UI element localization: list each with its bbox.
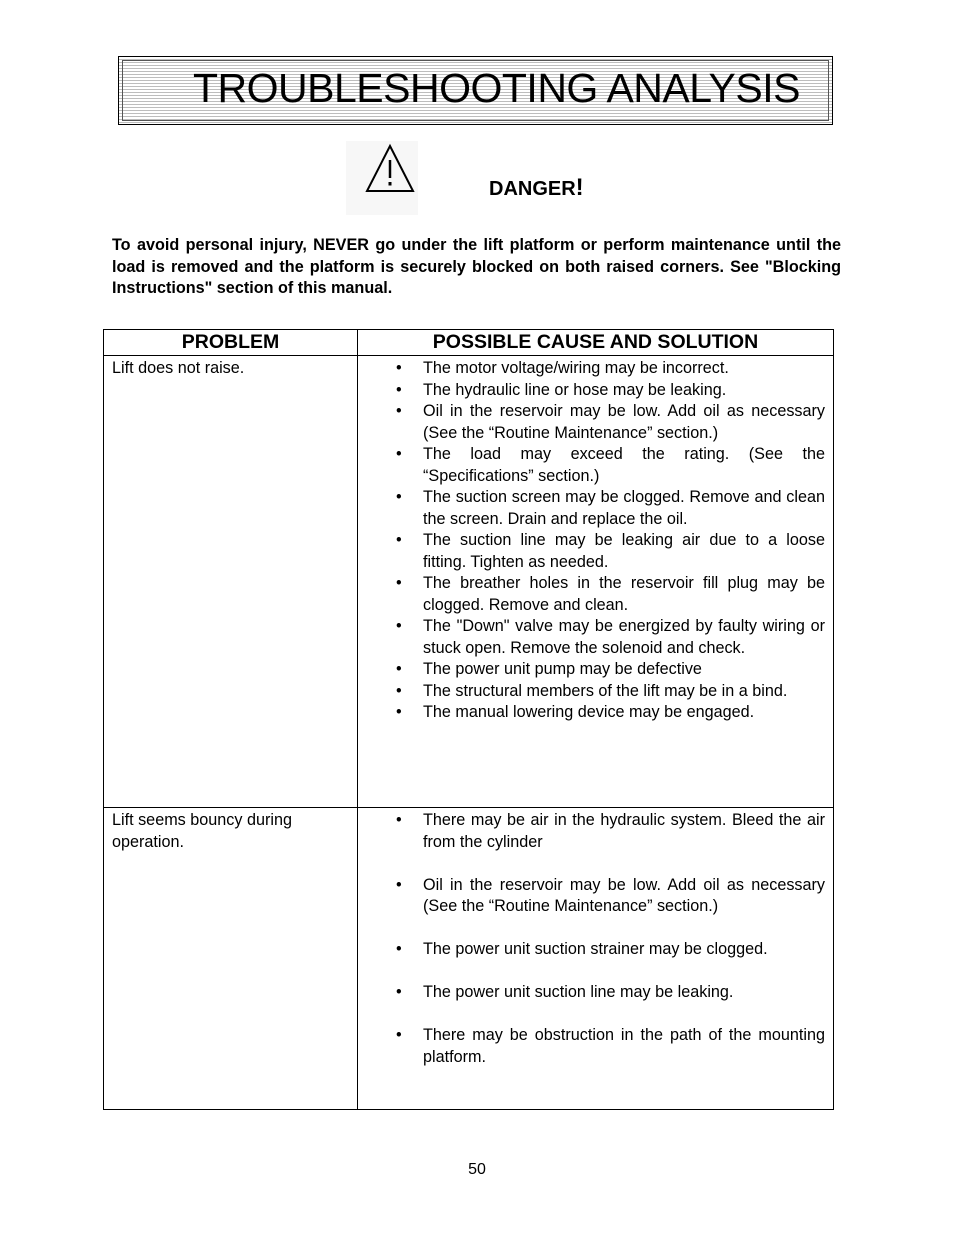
list-item-text: The suction line may be leaking air due to a loose fitting. Tighten as needed. <box>423 531 825 571</box>
list-item <box>358 810 825 853</box>
bullet-icon: • <box>396 875 402 894</box>
list-item-text: There may be air in the hydraulic system. Bleed the air from the cylinder <box>423 811 825 851</box>
bullet-icon: • <box>396 703 402 721</box>
list-item-text: The power unit suction line may be leaking. <box>423 983 734 1001</box>
list-item <box>358 616 825 659</box>
bullet-icon: • <box>396 617 402 635</box>
list-item <box>358 702 825 724</box>
list-item <box>358 982 825 1004</box>
bullet-icon: • <box>396 983 402 1001</box>
danger-warning-text: To avoid personal injury, NEVER go under the lift platform or perform maintenance until the load is removed and the platform is securely blocked on both raised corners. See "Blocking Instructions" section of this manual. <box>112 236 841 298</box>
table-header-row <box>104 330 834 356</box>
table-row <box>104 808 834 1110</box>
list-item <box>358 358 825 380</box>
danger-exclamation: ! <box>575 174 584 201</box>
warning-triangle-icon <box>346 141 418 215</box>
list-item-text: The power unit suction strainer may be clogged. <box>423 940 768 958</box>
list-item-text: The suction screen may be clogged. Remove and clean the screen. Drain and replace the oil. <box>423 488 825 528</box>
problem-cell: Lift does not raise. <box>104 356 358 808</box>
table-row <box>104 356 834 808</box>
list-item-text: The power unit pump may be defective <box>423 660 702 678</box>
list-item <box>358 939 825 961</box>
list-item-text: The load may exceed the rating. (See the “Specifications” section.) <box>423 445 825 485</box>
bullet-icon: • <box>396 574 402 592</box>
page-number: 50 <box>468 1161 486 1178</box>
danger-label: DANGER <box>489 178 576 200</box>
list-item <box>358 487 825 530</box>
bullet-icon: • <box>396 488 402 506</box>
list-item <box>358 659 825 681</box>
solution-list <box>358 810 825 1068</box>
solution-list <box>358 358 825 724</box>
bullet-icon: • <box>396 402 402 420</box>
solution-cell <box>358 356 834 808</box>
bullet-icon: • <box>396 531 402 549</box>
title-banner <box>118 56 833 125</box>
bullet-icon: • <box>396 1026 402 1044</box>
list-item <box>358 573 825 616</box>
list-item-text: The motor voltage/wiring may be incorrect. <box>423 359 729 377</box>
bullet-icon: • <box>396 811 402 829</box>
bullet-icon: • <box>396 940 402 958</box>
bullet-icon: • <box>396 660 402 678</box>
list-item <box>358 681 825 703</box>
troubleshooting-table <box>103 329 834 1110</box>
list-item-text: Oil in the reservoir may be low. Add oil as necessary (See the “Routine Maintenance” section.) <box>423 875 825 915</box>
list-item-text: The manual lowering device may be engaged. <box>423 703 755 721</box>
problem-column-header: PROBLEM <box>104 330 358 356</box>
list-item <box>358 380 825 402</box>
list-item <box>358 444 825 487</box>
danger-heading <box>489 174 584 203</box>
list-item <box>358 401 825 444</box>
list-item-text: There may be obstruction in the path of the mounting platform. <box>423 1026 825 1066</box>
list-item-text: Oil in the reservoir may be low. Add oil as necessary (See the “Routine Maintenance” section.) <box>423 402 825 442</box>
list-item <box>358 1025 825 1068</box>
problem-cell: Lift seems bouncy during operation. <box>104 808 358 1110</box>
bullet-icon: • <box>396 681 402 700</box>
list-item-text: The hydraulic line or hose may be leaking. <box>423 380 727 399</box>
bullet-icon: • <box>396 359 402 377</box>
solution-cell <box>358 808 834 1110</box>
list-item <box>358 530 825 573</box>
list-item <box>358 875 825 918</box>
page-title: TROUBLESHOOTING ANALYSIS <box>193 65 800 111</box>
bullet-icon: • <box>396 445 402 463</box>
bullet-icon: • <box>396 380 402 399</box>
list-item-text: The structural members of the lift may be in a bind. <box>423 681 788 700</box>
list-item-text: The "Down" valve may be energized by faulty wiring or stuck open. Remove the solenoid and check. <box>423 617 825 657</box>
solution-column-header: POSSIBLE CAUSE AND SOLUTION <box>358 330 834 356</box>
list-item-text: The breather holes in the reservoir fill plug may be clogged. Remove and clean. <box>423 574 825 614</box>
